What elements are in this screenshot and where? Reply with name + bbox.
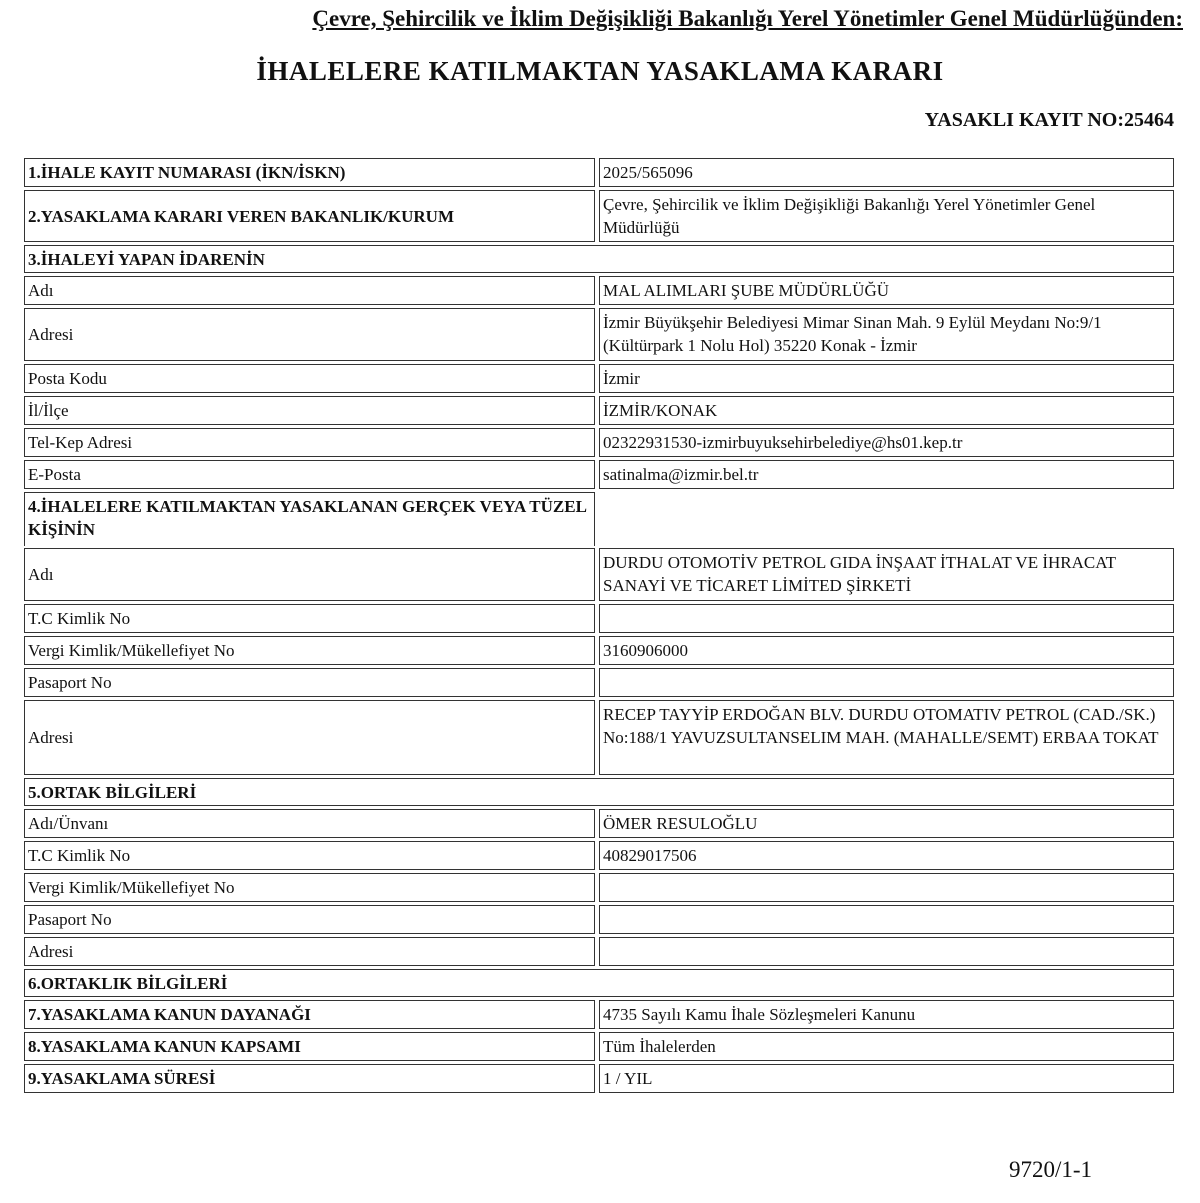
- tender-number-value: 2025/565096: [599, 158, 1174, 187]
- admin-address-value: İzmir Büyükşehir Belediyesi Mimar Sinan Mah. 9 Eylül Meydanı No:9/1 (Kültürpark 1 Nolu Hol) 35220 Konak - İzmir: [599, 308, 1174, 361]
- partner-address-label: Adresi: [24, 937, 595, 966]
- row-partner-tax: [24, 873, 1174, 902]
- admin-province-label: İl/İlçe: [24, 396, 595, 425]
- partner-address-value: [599, 937, 1174, 966]
- partner-tc-label: T.C Kimlik No: [24, 841, 595, 870]
- issuing-authority-label: 2.YASAKLAMA KARARI VEREN BAKANLIK/KURUM: [24, 190, 595, 242]
- row-partner-title: [24, 809, 1174, 838]
- banned-address-value: RECEP TAYYİP ERDOĞAN BLV. DURDU OTOMATIV PETROL (CAD./SK.) No:188/1 YAVUZSULTANSELIM MAH. (MAHALLE/SEMT) ERBAA TOKAT: [599, 700, 1174, 775]
- legal-scope-value: Tüm İhalelerden: [599, 1032, 1174, 1061]
- ban-duration-label: 9.YASAKLAMA SÜRESİ: [24, 1064, 595, 1093]
- section-4-heading: 4.İHALELERE KATILMAKTAN YASAKLANAN GERÇEK VEYA TÜZEL KİŞİNİN: [24, 492, 595, 546]
- row-ban-duration: [24, 1064, 1174, 1093]
- row-admin-name: [24, 276, 1174, 305]
- issuing-authority-value: Çevre, Şehircilik ve İklim Değişikliği Bakanlığı Yerel Yönetimler Genel Müdürlüğü: [599, 190, 1174, 242]
- admin-postcode-label: Posta Kodu: [24, 364, 595, 393]
- partner-title-value: ÖMER RESULOĞLU: [599, 809, 1174, 838]
- issuer-heading: Çevre, Şehircilik ve İklim Değişikliği Bakanlığı Yerel Yönetimler Genel Müdürlüğünden:: [312, 6, 1183, 31]
- row-admin-email: [24, 460, 1174, 489]
- admin-name-value: MAL ALIMLARI ŞUBE MÜDÜRLÜĞÜ: [599, 276, 1174, 305]
- row-issuing-authority: [24, 190, 1174, 242]
- section-5-row: [24, 778, 1174, 806]
- section-4-row: [24, 492, 1174, 546]
- row-partner-passport: [24, 905, 1174, 934]
- partner-tc-value: 40829017506: [599, 841, 1174, 870]
- row-admin-province: [24, 396, 1174, 425]
- ban-decision-form: [24, 158, 1174, 1096]
- banned-address-label: Adresi: [24, 700, 595, 775]
- banned-passport-label: Pasaport No: [24, 668, 595, 697]
- banned-name-label: Adı: [24, 548, 595, 601]
- record-number: YASAKLI KAYIT NO:25464: [924, 109, 1174, 131]
- row-partner-address: [24, 937, 1174, 966]
- admin-email-value: satinalma@izmir.bel.tr: [599, 460, 1174, 489]
- partner-tax-label: Vergi Kimlik/Mükellefiyet No: [24, 873, 595, 902]
- partner-title-label: Adı/Ünvanı: [24, 809, 595, 838]
- row-legal-basis: [24, 1000, 1174, 1029]
- partner-passport-value: [599, 905, 1174, 934]
- row-admin-address: [24, 308, 1174, 361]
- admin-email-label: E-Posta: [24, 460, 595, 489]
- row-banned-address: [24, 700, 1174, 775]
- tender-number-label: 1.İHALE KAYIT NUMARASI (İKN/İSKN): [24, 158, 595, 187]
- section-6-row: [24, 969, 1174, 997]
- ban-duration-value: 1 / YIL: [599, 1064, 1174, 1093]
- section-3-row: [24, 245, 1174, 273]
- page-reference: 9720/1-1: [1008, 1157, 1092, 1182]
- banned-tax-label: Vergi Kimlik/Mükellefiyet No: [24, 636, 595, 665]
- admin-name-label: Adı: [24, 276, 595, 305]
- banned-name-value: DURDU OTOMOTİV PETROL GIDA İNŞAAT İTHALAT VE İHRACAT SANAYİ VE TİCARET LİMİTED ŞİRKETİ: [599, 548, 1174, 601]
- row-admin-tel-kep: [24, 428, 1174, 457]
- banned-tc-value: [599, 604, 1174, 633]
- row-admin-postcode: [24, 364, 1174, 393]
- row-banned-tc: [24, 604, 1174, 633]
- section-5-heading: 5.ORTAK BİLGİLERİ: [24, 778, 1174, 806]
- partner-tax-value: [599, 873, 1174, 902]
- admin-address-label: Adresi: [24, 308, 595, 361]
- legal-scope-label: 8.YASAKLAMA KANUN KAPSAMI: [24, 1032, 595, 1061]
- partner-passport-label: Pasaport No: [24, 905, 595, 934]
- section-3-heading: 3.İHALEYİ YAPAN İDARENİN: [24, 245, 1174, 273]
- banned-passport-value: [599, 668, 1174, 697]
- row-banned-name: [24, 548, 1174, 601]
- row-banned-tax: [24, 636, 1174, 665]
- admin-postcode-value: İzmir: [599, 364, 1174, 393]
- banned-tax-value: 3160906000: [599, 636, 1174, 665]
- row-legal-scope: [24, 1032, 1174, 1061]
- row-tender-number: [24, 158, 1174, 187]
- legal-basis-value: 4735 Sayılı Kamu İhale Sözleşmeleri Kanunu: [599, 1000, 1174, 1029]
- document-title: İHALELERE KATILMAKTAN YASAKLAMA KARARI: [256, 56, 944, 86]
- admin-tel-kep-label: Tel-Kep Adresi: [24, 428, 595, 457]
- row-banned-passport: [24, 668, 1174, 697]
- legal-basis-label: 7.YASAKLAMA KANUN DAYANAĞI: [24, 1000, 595, 1029]
- section-6-heading: 6.ORTAKLIK BİLGİLERİ: [24, 969, 1174, 997]
- admin-tel-kep-value: 02322931530-izmirbuyuksehirbelediye@hs01.kep.tr: [599, 428, 1174, 457]
- banned-tc-label: T.C Kimlik No: [24, 604, 595, 633]
- admin-province-value: İZMİR/KONAK: [599, 396, 1174, 425]
- row-partner-tc: [24, 841, 1174, 870]
